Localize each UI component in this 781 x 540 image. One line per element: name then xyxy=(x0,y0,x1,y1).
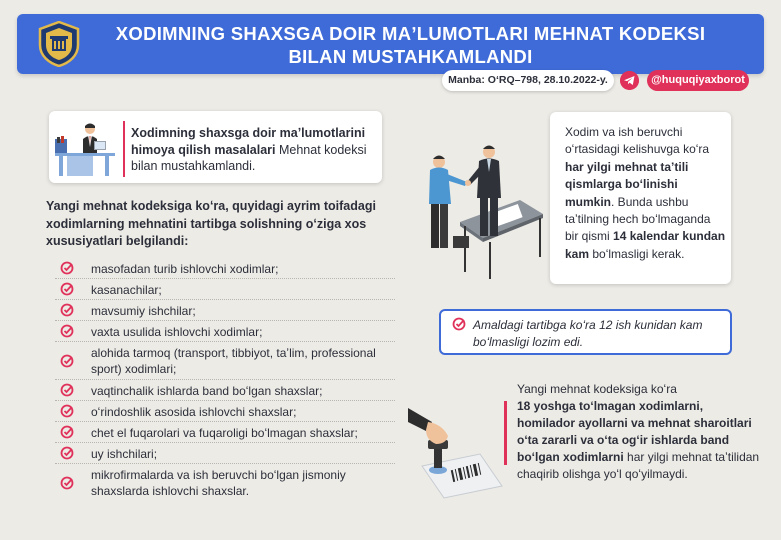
list-item-text: masofadan turib ishlovchi xodimlar; xyxy=(91,262,279,276)
list-item xyxy=(55,380,395,401)
list-item-text: vaqtinchalik ishlarda band boʻlgan shaxslar; xyxy=(91,384,323,398)
minors-bold: 18 yoshga toʻlmagan xodimlarni, homilador ayollarni va mehnat sharoitlari oʻta zararli va oʻta ogʻir ishlarda band boʻlgan xodimlarni xyxy=(517,399,752,464)
header-banner xyxy=(17,14,764,74)
check-circle-icon xyxy=(452,317,466,331)
minors-text-1: Yangi mehnat kodeksiga koʻra xyxy=(517,382,677,396)
note-box xyxy=(439,309,732,355)
check-circle-icon xyxy=(60,303,74,317)
intro-bold: Xodimning shaxsga doir maʼlumotlarini himoya qilish masalalari xyxy=(131,126,366,157)
title-line-2: BILAN MUSTAHKAMLANDI xyxy=(288,46,533,67)
note-text: Amaldagi tartibga koʻra 12 ish kunidan kam boʻlmasligi lozim edi. xyxy=(473,318,703,349)
list-item-text: mikrofirmalarda va ish beruvchi boʻlgan jismoniy shaxslarda ishlovchi shaxslar. xyxy=(91,468,346,498)
emblem-icon xyxy=(37,21,81,67)
intro-text xyxy=(131,125,377,175)
list-item xyxy=(55,279,395,300)
minors-text-2: har yilgi mehnat taʼtilidan chaqirib olishga yoʻl qoʻyilmaydi. xyxy=(517,450,760,481)
source-badge: Manba: OʻRQ–798, 28.10.2022-y. xyxy=(442,70,614,91)
vacation-text-2: . Bunda ushbu taʼtilning hech boʻlmaganda bir qismi xyxy=(565,194,711,244)
list-item xyxy=(55,321,395,342)
list-item-text: chet el fuqarolari va fuqaroligi boʻlmagan shaxslar; xyxy=(91,426,358,440)
list-item xyxy=(55,258,395,279)
handshake-illustration xyxy=(425,132,550,280)
list-item xyxy=(55,464,395,504)
minors-text xyxy=(517,381,762,483)
page-title xyxy=(97,22,724,68)
intro-card xyxy=(49,111,382,183)
check-circle-icon xyxy=(60,425,74,439)
vacation-bold-2: 14 kalendar kundan kam xyxy=(565,229,726,261)
list-item xyxy=(55,300,395,321)
check-circle-icon xyxy=(60,324,74,338)
list-item-text: kasanachilar; xyxy=(91,283,162,297)
list-item-text: oʻrindoshlik asosida ishlovchi shaxslar; xyxy=(91,405,297,419)
list-item xyxy=(55,422,395,443)
telegram-icon[interactable] xyxy=(620,71,639,90)
vacation-text xyxy=(565,124,727,263)
telegram-handle-link[interactable]: @huquqiyaxborot xyxy=(647,70,749,91)
intro-rest: Mehnat kodeksi bilan mustahkamlandi. xyxy=(131,142,367,173)
list-item-text: alohida tarmoq (transport, tibbiyot, taʼlim, professional sport) xodimlari; xyxy=(91,346,376,376)
vacation-text-3: boʻlmasligi kerak. xyxy=(589,246,685,261)
accent-bar xyxy=(123,121,125,177)
office-worker-illustration xyxy=(53,117,117,179)
check-circle-icon xyxy=(60,383,74,397)
accent-bar xyxy=(504,401,507,465)
list-item xyxy=(55,342,395,380)
check-circle-icon xyxy=(60,282,74,296)
list-item-text: mavsumiy ishchilar; xyxy=(91,304,196,318)
vacation-text-1: Xodim va ish beruvchi oʻrtasidagi kelishuvga koʻra xyxy=(565,125,710,157)
list-item xyxy=(55,401,395,422)
check-circle-icon xyxy=(60,261,74,275)
list-item xyxy=(55,443,395,464)
check-circle-icon xyxy=(60,354,74,368)
title-line-1: XODIMNING SHAXSGA DOIR MAʼLUMOTLARI MEHNAT KODEKSI xyxy=(115,23,706,44)
lead-paragraph: Yangi mehnat kodeksiga koʻra, quyidagi ayrim toifadagi xodimlarning mehnatini tartibga solishning oʻziga xos xususiyatlari belgilandi: xyxy=(46,199,376,248)
check-circle-icon xyxy=(60,446,74,460)
vacation-bold-1: har yilgi mehnat taʼtili qismlarga boʻlinishi mumkin xyxy=(565,159,689,209)
list-item-text: vaxta usulida ishlovchi xodimlar; xyxy=(91,325,263,339)
vacation-card xyxy=(550,112,731,284)
list-item-text: uy ishchilari; xyxy=(91,447,158,461)
check-circle-icon xyxy=(60,476,74,490)
stamp-illustration xyxy=(408,400,508,500)
check-circle-icon xyxy=(60,404,74,418)
